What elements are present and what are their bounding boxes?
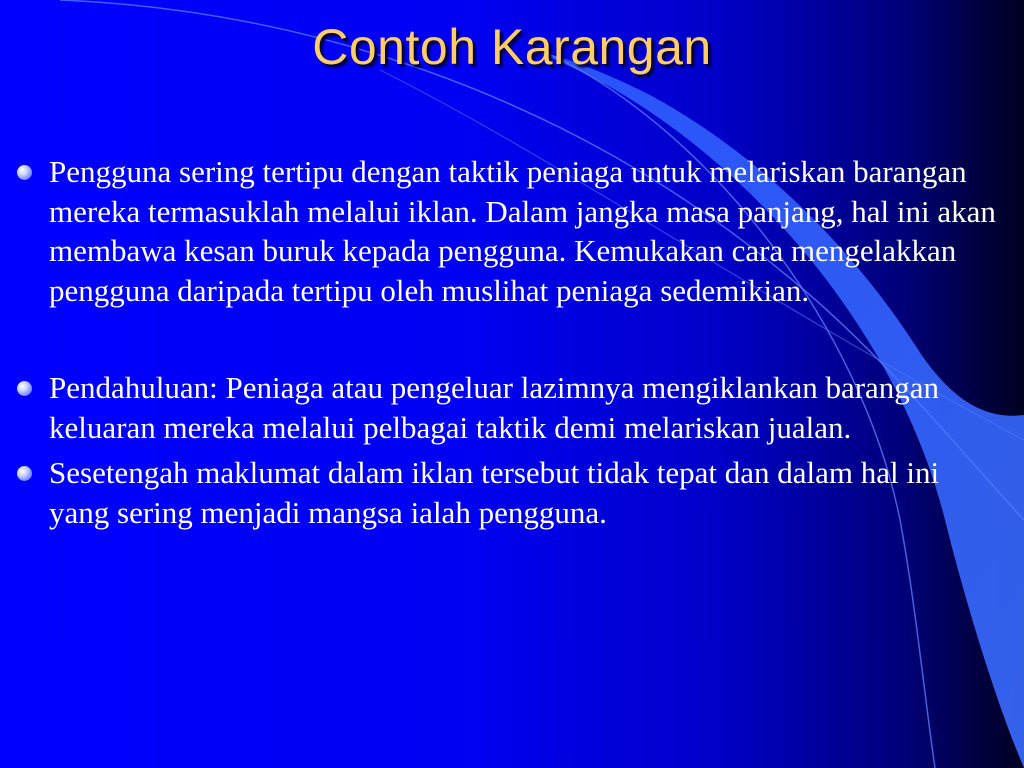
bullet-item-3	[14, 453, 1004, 532]
bullet-icon	[17, 165, 32, 180]
bullet-icon	[17, 466, 32, 481]
bullet-list	[14, 152, 1004, 532]
bullet-item-2	[14, 368, 1004, 447]
slide-title: Contoh Karangan	[312, 19, 712, 75]
bullet-icon	[17, 381, 32, 396]
bullet-item-1	[14, 152, 1004, 310]
bullet-text-2: Pendahuluan: Peniaga atau pengeluar lazimnya mengiklankan barangan keluaran mereka melalui pelbagai taktik demi melariskan jualan.	[49, 370, 940, 445]
bullet-text-3: Sesetengah maklumat dalam iklan tersebut tidak tepat dan dalam hal ini yang sering menjadi mangsa ialah pengguna.	[49, 455, 940, 530]
bullet-text-1: Pengguna sering tertipu dengan taktik peniaga untuk melariskan barangan mereka termasuklah melalui iklan. Dalam jangka masa panjang, hal ini akan membawa kesan buruk kepada pengguna. Kemukakan cara mengelakkan pengguna daripada tertipu oleh muslihat peniaga sedemikian.	[49, 154, 996, 308]
